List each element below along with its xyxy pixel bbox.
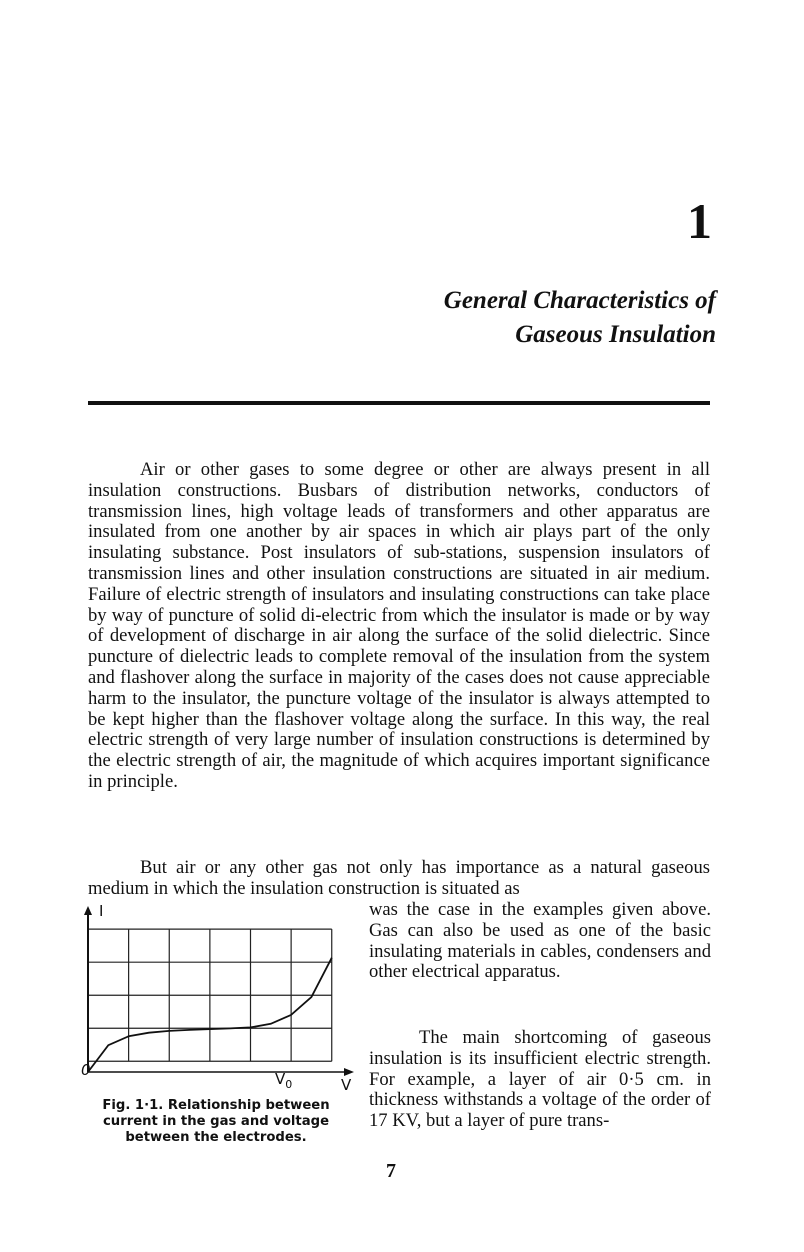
paragraph-1: Air or other gases to some degree or other are always present in all insulation constructions. Busbars of distribution networks, conductors of transmission lines, high voltage leads of transformers and other apparatus are insulated from one another by air spaces in which air plays part of the only insulating substance. Post insulators of sub-stations, suspension insulators of transmission lines and other insulation constructions are situated in air medium. Failure of electric strength of insulators and insulating constructions can take place by way of puncture of solid di-electric from which the insulator is made or by way of development of discharge in air along the surface of the solid dielectric. Since puncture of dielectric leads to complete removal of the insulation from the system and flashover along the surface in majority of the cases does not cause appreciable harm to the insulator, the puncture voltage of the insulator is always attempted to be kept higher than the flashover voltage along the surface. In this way, the real electric strength of very large number of insulation constructions is determined by the electric strength of air, the magnitude of which acquires important significance in principle.: [88, 459, 710, 792]
origin-label: 0: [81, 1061, 91, 1079]
chapter-title-line-2: Gaseous Insulation: [515, 321, 716, 348]
paragraph-2-continued: was the case in the examples given above. Gas can also be used as one of the basic insulating materials in cables, condensers and other electrical apparatus.: [369, 899, 711, 983]
x-axis-label: V: [341, 1076, 352, 1094]
chapter-number: 1: [687, 193, 712, 249]
paragraph-3: The main shortcoming of gaseous insulation is its insufficient electric strength. For example, a layer of air 0·5 cm. in thickness withstands a voltage of the order of 17 KV, but a layer of pure trans-: [369, 1027, 711, 1132]
chapter-rule: [88, 401, 710, 405]
figure-plot: [78, 904, 363, 1094]
v0-label: $V_0$: [275, 1070, 293, 1091]
x-axis-arrow: [344, 1068, 354, 1076]
chapter-title: [196, 284, 716, 352]
page-number: 7: [386, 1160, 396, 1182]
y-axis-arrow: [84, 906, 92, 915]
plot-grid: [88, 929, 332, 1061]
figure-caption: Fig. 1·1. Relationship between current in the gas and voltage between the electrodes.: [102, 1098, 330, 1145]
chapter-title-line-1: General Characteristics of: [443, 287, 716, 314]
paragraph-2: But air or any other gas not only has importance as a natural gaseous medium in which the insulation construction is situated as: [88, 857, 710, 899]
y-axis-label: I: [99, 902, 104, 920]
